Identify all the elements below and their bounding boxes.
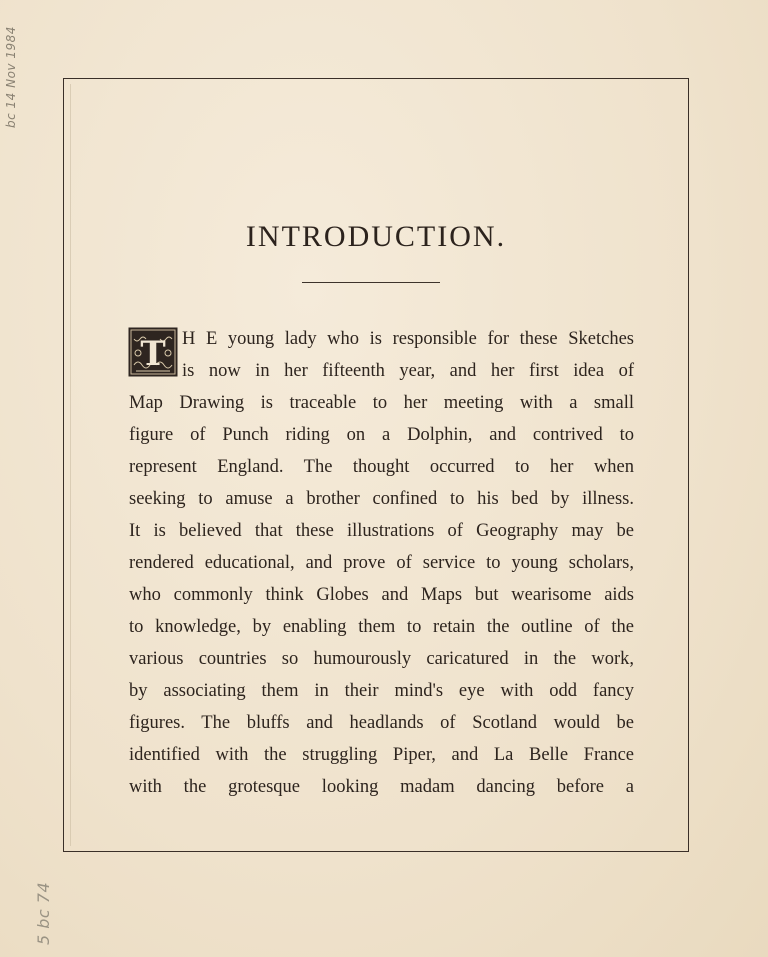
- introduction-body: [129, 323, 634, 803]
- text-line-10: to knowledge, by enabling them to retain the outline of the: [129, 617, 634, 637]
- text-line-2: is now in her fifteenth year, and her first idea of: [182, 361, 634, 381]
- text-line-1: H E young lady who is responsible for these Sketches: [182, 329, 634, 349]
- text-line-9: who commonly think Globes and Maps but wearisome aids: [129, 585, 634, 605]
- text-line-5: represent England. The thought occurred to her when: [129, 457, 634, 477]
- text-line-12: by associating them in their mind's eye with odd fancy: [129, 681, 634, 701]
- title-rule: [302, 282, 440, 283]
- pencil-margin-note-bottom: 5 bc 74: [34, 881, 53, 945]
- text-line-13: figures. The bluffs and headlands of Scotland would be: [129, 713, 634, 733]
- text-line-6: seeking to amuse a brother confined to his bed by illness.: [129, 489, 634, 509]
- text-line-3: Map Drawing is traceable to her meeting with a small: [129, 393, 634, 413]
- text-line-11: various countries so humourously caricatured in the work,: [129, 649, 634, 669]
- text-line-14: identified with the struggling Piper, and La Belle France: [129, 745, 634, 765]
- frame-shadow-line: [70, 84, 71, 846]
- text-line-15: with the grotesque looking madam dancing before a: [129, 777, 634, 797]
- text-line-7: It is believed that these illustrations of Geography may be: [129, 521, 634, 541]
- text-line-4: figure of Punch riding on a Dolphin, and contrived to: [129, 425, 634, 445]
- page-title: INTRODUCTION.: [245, 220, 507, 253]
- text-line-8: rendered educational, and prove of service to young scholars,: [129, 553, 634, 573]
- pencil-margin-note-top: bc 14 Nov 1984: [4, 26, 18, 128]
- svg-text:T: T: [140, 334, 166, 374]
